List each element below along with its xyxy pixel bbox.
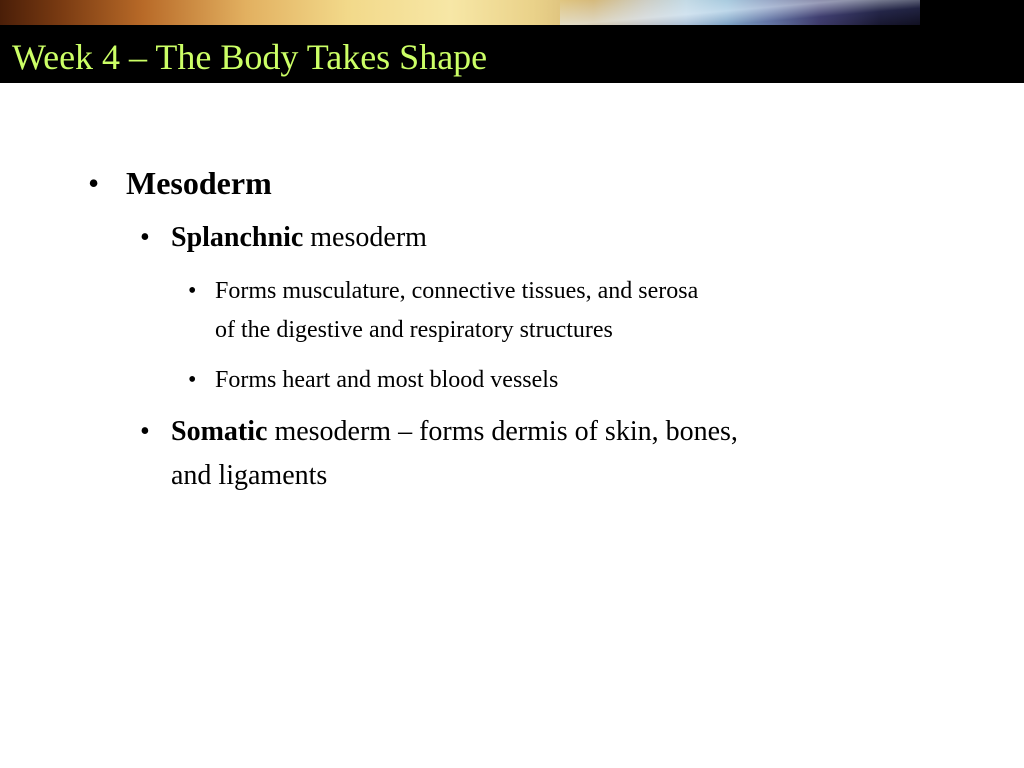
heading-mesoderm: Mesoderm [126,165,272,201]
list-item-mesoderm [126,164,272,202]
bullet-icon: • [88,165,100,201]
list-item-point [215,272,698,310]
banner-streak [560,0,920,25]
list-item-somatic [171,414,738,450]
bullet-icon: • [140,416,150,447]
list-item-point-continued [215,311,613,349]
list-item-point [215,361,558,399]
bullet-icon: • [188,278,197,304]
point-text: of the digestive and respiratory structures [215,317,613,343]
term-splanchnic-rest: mesoderm [303,222,427,253]
slide-title: Week 4 – The Body Takes Shape [12,37,488,77]
list-item-somatic-continued [171,458,327,494]
term-splanchnic: Splanchnic [171,222,304,253]
term-somatic-continued: and ligaments [171,460,328,491]
banner-corner [920,0,1024,25]
term-somatic-rest: mesoderm – forms dermis of skin, bones, [267,416,738,447]
point-text: Forms musculature, connective tissues, and serosa [215,278,699,304]
term-somatic: Somatic [171,416,268,447]
bullet-icon: • [188,367,197,393]
bullet-icon: • [140,222,150,253]
list-item-splanchnic [171,220,427,256]
point-text: Forms heart and most blood vessels [215,367,559,393]
